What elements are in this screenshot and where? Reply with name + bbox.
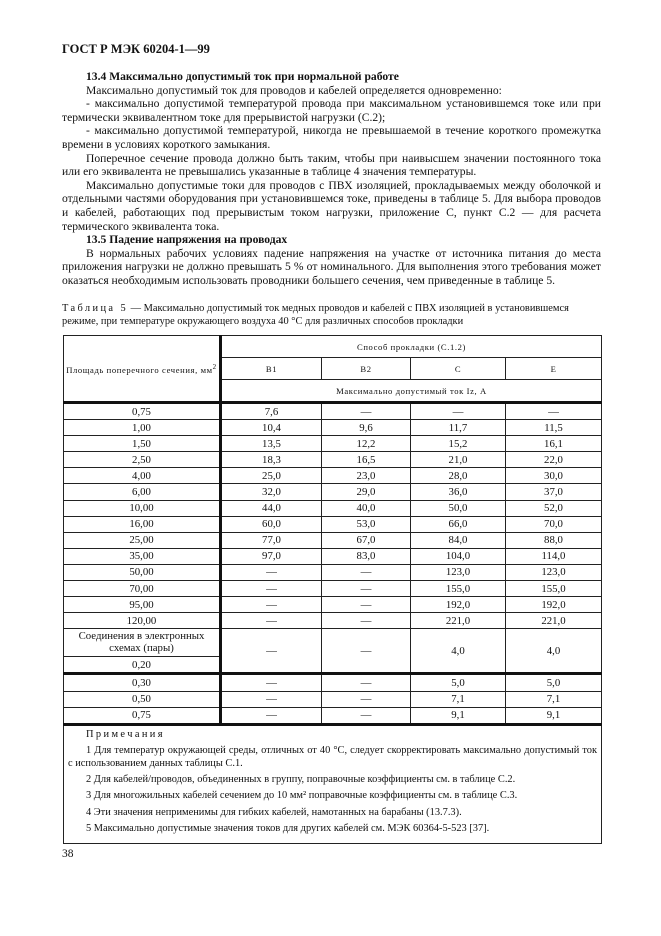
table-row: [64, 597, 602, 613]
cell-current: 11,7: [411, 420, 506, 436]
document-header: ГОСТ Р МЭК 60204-1—99: [62, 42, 210, 56]
cell-current: 221,0: [506, 613, 602, 629]
cell-current: 40,0: [322, 500, 411, 516]
cell-current: 22,0: [506, 452, 602, 468]
cell-current: 9,6: [322, 420, 411, 436]
body-text: [62, 70, 601, 288]
cell-current: 123,0: [411, 564, 506, 580]
cell-section: 6,00: [64, 484, 221, 500]
paragraph: Максимально допустимый ток для проводов и кабелей определяется одновременно:: [86, 83, 502, 97]
cell-current: 7,6: [221, 403, 322, 420]
cell-section: 95,00: [64, 597, 221, 613]
cell-current: —: [506, 403, 602, 420]
table-row: [64, 674, 602, 691]
cell-current: —: [221, 707, 322, 724]
table-caption: [62, 303, 601, 328]
cell-section: 70,00: [64, 581, 221, 597]
cell-current: —: [322, 597, 411, 613]
table-row: [64, 468, 602, 484]
cell-current: —: [322, 707, 411, 724]
cell-section: 0,50: [64, 691, 221, 707]
cell-current: 23,0: [322, 468, 411, 484]
group-header-method: Способ прокладки (С.1.2): [221, 336, 602, 358]
cell-current: 67,0: [322, 532, 411, 548]
cell-current: 155,0: [506, 581, 602, 597]
cell-current: 221,0: [411, 613, 506, 629]
notes-row: [64, 724, 602, 843]
cell-current: 50,0: [411, 500, 506, 516]
cell-current: —: [411, 403, 506, 420]
cell-section: 50,00: [64, 564, 221, 580]
current-table: [63, 335, 602, 844]
cell-current: 60,0: [221, 516, 322, 532]
note-item: 3 Для многожильных кабелей сечением до 10 мм² поправочные коэффициенты см. в таблице С.3.: [86, 790, 518, 802]
method-header: B1: [221, 358, 322, 380]
cell-current: 36,0: [411, 484, 506, 500]
cell-current: —: [322, 613, 411, 629]
cell-current: —: [322, 629, 411, 674]
notes: [64, 724, 602, 843]
page-number: 38: [62, 848, 74, 860]
table-row: [64, 629, 602, 657]
cell-current: 12,2: [322, 436, 411, 452]
caption-text: — Максимально допустимый ток медных проводов и кабелей с ПВХ изоляцией в установившемся режиме, при температуре окружающего воздуха 40 °С для различных способов прокладки: [62, 303, 569, 327]
paragraph: В нормальных рабочих условиях падение напряжения на участке от источника питания до места приложения нагрузки не должно превышать 5 % от номинального. Для выполнения этого требования может оказаться необходимым использовать проводники большего сечения, чем приведенные в таблице 5.: [62, 246, 601, 287]
cell-current: 4,0: [506, 629, 602, 674]
cell-current: 29,0: [322, 484, 411, 500]
table-row: [64, 613, 602, 629]
cell-current: 7,1: [506, 691, 602, 707]
cell-section: 0,30: [64, 674, 221, 691]
cell-section: 0,20: [64, 657, 221, 674]
cell-current: 70,0: [506, 516, 602, 532]
table-row: [64, 581, 602, 597]
cell-current: 114,0: [506, 548, 602, 564]
cell-section: 0,75: [64, 707, 221, 724]
cell-section: 2,50: [64, 452, 221, 468]
unit-header: Максимально допустимый ток Iz, А: [221, 380, 602, 403]
cell-current: 155,0: [411, 581, 506, 597]
caption-label: Таблица 5: [62, 303, 129, 314]
table-row: [64, 691, 602, 707]
table-row: [64, 452, 602, 468]
note-item: 2 Для кабелей/проводов, объединенных в группу, поправочные коэффициенты см. в таблице С.2.: [86, 773, 516, 785]
method-header: C: [411, 358, 506, 380]
paragraph: - максимально допустимой температурой провода при максимальном установившемся токе или при термически эквивалентном токе для прерывистой нагрузки (С.2);: [62, 97, 601, 124]
cell-current: 16,1: [506, 436, 602, 452]
cell-current: —: [322, 564, 411, 580]
note-item: 4 Эти значения неприменимы для гибких кабелей, намотанных на барабаны (13.7.3).: [86, 806, 462, 818]
cell-current: 66,0: [411, 516, 506, 532]
cell-current: 192,0: [411, 597, 506, 613]
cell-current: 37,0: [506, 484, 602, 500]
cell-current: —: [221, 629, 322, 674]
cell-current: 123,0: [506, 564, 602, 580]
cell-section: 0,75: [64, 403, 221, 420]
cell-section: 4,00: [64, 468, 221, 484]
cell-current: 4,0: [411, 629, 506, 674]
cell-current: 192,0: [506, 597, 602, 613]
col-header-area-text: Площадь поперечного сечения, мм: [66, 364, 213, 375]
table-row: [64, 403, 602, 420]
cell-current: —: [221, 613, 322, 629]
table-row: [64, 516, 602, 532]
cell-current: —: [322, 691, 411, 707]
note-item: 5 Максимально допустимые значения токов для других кабелей см. МЭК 60364-5-523 [37].: [86, 823, 490, 835]
superscript: 2: [212, 363, 217, 372]
section-heading: 13.4 Максимально допустимый ток при нормальной работе: [86, 70, 399, 83]
cell-section: 120,00: [64, 613, 221, 629]
cell-current: —: [221, 597, 322, 613]
table-row: [64, 532, 602, 548]
cell-current: 15,2: [411, 436, 506, 452]
cell-current: —: [322, 674, 411, 691]
cell-current: 28,0: [411, 468, 506, 484]
table-row: [64, 500, 602, 516]
cell-section: 25,00: [64, 532, 221, 548]
cell-current: 104,0: [411, 548, 506, 564]
cell-current: 53,0: [322, 516, 411, 532]
cell-current: 21,0: [411, 452, 506, 468]
table-row: [64, 436, 602, 452]
method-header: B2: [322, 358, 411, 380]
cell-current: 5,0: [506, 674, 602, 691]
cell-current: 30,0: [506, 468, 602, 484]
cell-current: 77,0: [221, 532, 322, 548]
table-row: [64, 548, 602, 564]
table-row: [64, 707, 602, 724]
cell-section: Соединения в электронных схемах (пары): [64, 629, 221, 657]
cell-current: 16,5: [322, 452, 411, 468]
note-item: 1 Для температур окружающей среды, отличных от 40 °С, следует скорректировать максимально допустимый ток с использованием данных таблицы С.1.: [68, 745, 597, 769]
cell-current: 7,1: [411, 691, 506, 707]
method-header: E: [506, 358, 602, 380]
cell-current: —: [221, 674, 322, 691]
cell-section: 10,00: [64, 500, 221, 516]
cell-section: 16,00: [64, 516, 221, 532]
table-row: [64, 484, 602, 500]
cell-current: 13,5: [221, 436, 322, 452]
cell-current: —: [221, 691, 322, 707]
cell-section: 35,00: [64, 548, 221, 564]
cell-current: 88,0: [506, 532, 602, 548]
paragraph: - максимально допустимой температурой, никогда не превышаемой в течение короткого промежутка времени в условиях короткого замыкания.: [62, 124, 601, 151]
cell-current: 9,1: [506, 707, 602, 724]
cell-current: 9,1: [411, 707, 506, 724]
cell-current: 52,0: [506, 500, 602, 516]
cell-current: 10,4: [221, 420, 322, 436]
cell-current: 11,5: [506, 420, 602, 436]
cell-current: —: [322, 403, 411, 420]
cell-current: 25,0: [221, 468, 322, 484]
cell-current: 5,0: [411, 674, 506, 691]
notes-title: Примечания: [86, 728, 165, 740]
table-row: [64, 564, 602, 580]
paragraph: Максимально допустимые токи для проводов с ПВХ изоляцией, прокладываемых между оболочкой и отдельными частями оборудования при установившемся токе, приведены в таблице 5. Для выбора проводов и кабелей, работающих под прерывистым током нагрузки, приложение С, пункт С.2 — для расчета термического эквивалента тока.: [62, 178, 601, 233]
table-row: [64, 420, 602, 436]
cell-section: 1,00: [64, 420, 221, 436]
cell-current: 97,0: [221, 548, 322, 564]
cell-current: —: [221, 564, 322, 580]
cell-current: 44,0: [221, 500, 322, 516]
paragraph: Поперечное сечение провода должно быть таким, чтобы при наивысшем значении постоянного тока или его эквивалента не превышались указанные в таблице 4 значения температуры.: [62, 151, 601, 179]
cell-section: 1,50: [64, 436, 221, 452]
cell-current: 18,3: [221, 452, 322, 468]
cell-current: 32,0: [221, 484, 322, 500]
section-heading: 13.5 Падение напряжения на проводах: [86, 233, 288, 247]
cell-current: 84,0: [411, 532, 506, 548]
cell-current: —: [322, 581, 411, 597]
cell-current: —: [221, 581, 322, 597]
cell-current: 83,0: [322, 548, 411, 564]
col-header-area: [64, 336, 221, 403]
